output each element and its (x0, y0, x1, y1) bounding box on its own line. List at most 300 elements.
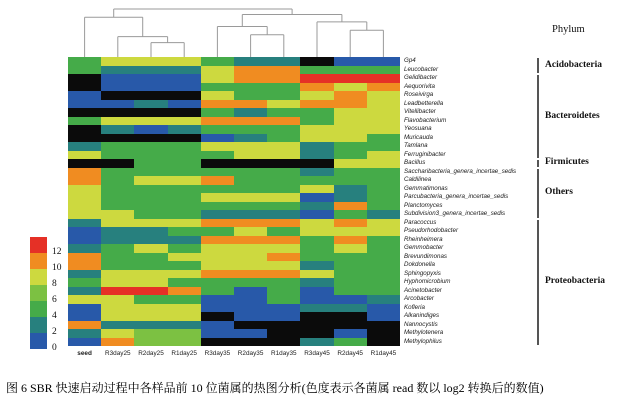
col-label: R3day25 (104, 350, 131, 357)
heatmap-cell (101, 100, 134, 109)
heatmap-cell (267, 74, 300, 83)
heatmap-cell (134, 253, 167, 262)
heatmap-cell (134, 83, 167, 92)
heatmap-cell (101, 117, 134, 126)
heatmap-cell (168, 338, 201, 347)
heatmap-cell (300, 278, 333, 287)
heatmap-cell (134, 168, 167, 177)
heatmap-cell (334, 287, 367, 296)
heatmap-cell (367, 270, 400, 279)
heatmap-cell (334, 202, 367, 211)
heatmap-cell (334, 159, 367, 168)
heatmap-cell (168, 202, 201, 211)
heatmap-cell (168, 244, 201, 253)
heatmap-cell (68, 312, 101, 321)
heatmap-cell (334, 338, 367, 347)
heatmap-cell (367, 295, 400, 304)
heatmap-cell (234, 321, 267, 330)
col-label: seed (77, 350, 92, 357)
heatmap-cell (334, 295, 367, 304)
heatmap-cell (334, 83, 367, 92)
heatmap-cell (300, 91, 333, 100)
heatmap-cell (101, 151, 134, 160)
heatmap-cell (300, 142, 333, 151)
heatmap-cell (334, 142, 367, 151)
heatmap-cell (201, 278, 234, 287)
heatmap-cell (168, 151, 201, 160)
heatmap-cell (267, 185, 300, 194)
heatmap-cell (201, 168, 234, 177)
row-label: Alkanindiges (404, 312, 440, 319)
heatmap-cell (334, 74, 367, 83)
row-label: Flavobacterium (404, 116, 447, 124)
heatmap-cell (234, 338, 267, 347)
heatmap-cell (134, 100, 167, 109)
heatmap-cell (334, 270, 367, 279)
heatmap-cell (234, 236, 267, 245)
heatmap-cell (234, 253, 267, 262)
heatmap-cell (367, 244, 400, 253)
heatmap-cell (68, 125, 101, 134)
heatmap-cell (68, 151, 101, 160)
heatmap-cell (168, 176, 201, 185)
heatmap-cell (367, 159, 400, 168)
row-label: Nannocystis (404, 320, 438, 328)
heatmap-cell (201, 74, 234, 83)
heatmap-cell (101, 83, 134, 92)
legend-tick: 10 (52, 263, 62, 273)
heatmap-cell (101, 108, 134, 117)
heatmap-cell (334, 176, 367, 185)
heatmap-cell (300, 193, 333, 202)
heatmap-cell (201, 117, 234, 126)
heatmap-cell (101, 287, 134, 296)
heatmap-cell (334, 100, 367, 109)
heatmap-cell (201, 287, 234, 296)
heatmap-cell (134, 338, 167, 347)
heatmap-cell (267, 168, 300, 177)
row-label: Gemmatimonas (404, 184, 448, 192)
row-label: Muricauda (404, 133, 433, 141)
heatmap-cell (168, 312, 201, 321)
heatmap-cell (101, 193, 134, 202)
heatmap-cell (267, 329, 300, 338)
row-label: Hyphomicrobium (404, 278, 451, 285)
heatmap-cell (68, 66, 101, 75)
heatmap-cell (300, 253, 333, 262)
heatmap-cell (267, 270, 300, 279)
heatmap-cell (334, 117, 367, 126)
row-label: Saccharibacteria_genera_incertae_sedis (404, 167, 517, 175)
heatmap-cell (300, 108, 333, 117)
heatmap-cell (134, 287, 167, 296)
heatmap-cell (267, 253, 300, 262)
heatmap-cell (201, 193, 234, 202)
heatmap-cell (201, 108, 234, 117)
phylum-bracket (537, 160, 539, 167)
legend-tick: 8 (52, 279, 57, 289)
heatmap-cell (234, 134, 267, 143)
row-label: Parcubacteria_genera_incertae_sedis (404, 193, 509, 200)
row-label: Acinetobacter (404, 286, 442, 294)
heatmap-cell (234, 219, 267, 228)
heatmap-cell (234, 312, 267, 321)
phylum-bracket (537, 220, 539, 346)
heatmap-cell (134, 91, 167, 100)
heatmap-cell (300, 295, 333, 304)
heatmap-cell (134, 193, 167, 202)
heatmap-cell (101, 159, 134, 168)
row-label: Subdivision3_genera_incertae_sedis (404, 210, 506, 217)
heatmap-cell (101, 168, 134, 177)
heatmap-cell (101, 125, 134, 134)
heatmap-cell (234, 91, 267, 100)
heatmap-cell (367, 312, 400, 321)
heatmap-cell (334, 321, 367, 330)
heatmap-cell (367, 202, 400, 211)
heatmap-cell (334, 244, 367, 253)
heatmap-cell (267, 210, 300, 219)
heatmap-cell (201, 83, 234, 92)
heatmap-cell (267, 117, 300, 126)
col-label: R2day25 (138, 350, 164, 357)
heatmap-cell (134, 176, 167, 185)
heatmap-cell (234, 108, 267, 117)
heatmap-cell (68, 270, 101, 279)
heatmap-cell (168, 125, 201, 134)
heatmap-cell (234, 270, 267, 279)
heatmap-cell (134, 278, 167, 287)
heatmap-cell (300, 74, 333, 83)
heatmap-cell (267, 219, 300, 228)
heatmap-cell (201, 219, 234, 228)
heatmap-cell (68, 74, 101, 83)
heatmap-cell (234, 83, 267, 92)
heatmap-cell (267, 83, 300, 92)
heatmap-cell (201, 202, 234, 211)
heatmap-cell (300, 227, 333, 236)
heatmap-cell (168, 108, 201, 117)
row-label: Methylotenera (404, 329, 444, 336)
heatmap-cell (101, 304, 134, 313)
row-label: Planctomyces (404, 201, 443, 209)
heatmap-cell (68, 219, 101, 228)
heatmap-cell (201, 261, 234, 270)
heatmap-cell (101, 261, 134, 270)
heatmap-cell (101, 227, 134, 236)
legend-band (30, 237, 47, 253)
heatmap-cell (101, 338, 134, 347)
heatmap-cell (367, 287, 400, 296)
heatmap-cell (134, 244, 167, 253)
heatmap-cell (234, 168, 267, 177)
heatmap-cell (300, 244, 333, 253)
heatmap-cell (300, 159, 333, 168)
heatmap-cell (367, 168, 400, 177)
heatmap-cell (68, 287, 101, 296)
row-label: Caldilinea (404, 176, 432, 183)
heatmap-cell (168, 185, 201, 194)
heatmap-cell (168, 134, 201, 143)
heatmap-cell (68, 117, 101, 126)
heatmap-cell (68, 304, 101, 313)
heatmap-cell (234, 185, 267, 194)
heatmap-cell (68, 244, 101, 253)
heatmap-cell (134, 219, 167, 228)
heatmap-cell (68, 227, 101, 236)
heatmap-cell (201, 253, 234, 262)
heatmap-cell (234, 304, 267, 313)
heatmap-cell (300, 57, 333, 66)
legend-tick: 12 (52, 247, 62, 257)
heatmap-cell (68, 295, 101, 304)
legend-band (30, 301, 47, 317)
col-label: R3day35 (204, 350, 231, 357)
legend-tick: 6 (52, 295, 57, 305)
row-label: Ferruginibacter (404, 150, 446, 158)
col-label: R3day45 (304, 350, 330, 357)
heatmap-cell (367, 100, 400, 109)
heatmap-cell (168, 210, 201, 219)
heatmap-cell (334, 57, 367, 66)
col-label: R2day35 (237, 350, 264, 357)
heatmap-cell (300, 261, 333, 270)
heatmap-cell (201, 329, 234, 338)
heatmap-cell (201, 125, 234, 134)
heatmap-cell (367, 193, 400, 202)
heatmap-cell (234, 176, 267, 185)
row-label: Kofleria (404, 303, 425, 311)
heatmap-cell (300, 66, 333, 75)
heatmap-cell (68, 261, 101, 270)
heatmap-cell (168, 159, 201, 168)
heatmap-cell (334, 168, 367, 177)
legend-band (30, 253, 47, 269)
heatmap-cell (367, 227, 400, 236)
heatmap-cell (367, 219, 400, 228)
heatmap-cell (68, 108, 101, 117)
heatmap-cell (68, 57, 101, 66)
heatmap-cell (300, 134, 333, 143)
heatmap-cell (201, 91, 234, 100)
heatmap-grid (68, 57, 400, 346)
heatmap-cell (367, 304, 400, 313)
heatmap-cell (201, 244, 234, 253)
phylum-label: Bacteroidetes (545, 110, 600, 121)
heatmap-cell (68, 142, 101, 151)
heatmap-cell (134, 227, 167, 236)
heatmap-cell (168, 219, 201, 228)
heatmap-cell (101, 219, 134, 228)
heatmap-cell (134, 66, 167, 75)
heatmap-cell (68, 253, 101, 262)
heatmap-cell (168, 236, 201, 245)
heatmap-cell (234, 74, 267, 83)
heatmap-cell (168, 261, 201, 270)
heatmap-cell (68, 134, 101, 143)
heatmap-cell (367, 125, 400, 134)
heatmap-cell (101, 91, 134, 100)
heatmap-cell (267, 159, 300, 168)
heatmap-cell (168, 278, 201, 287)
heatmap-cell (101, 295, 134, 304)
heatmap-cell (201, 312, 234, 321)
heatmap-cell (68, 176, 101, 185)
row-label: Rheinheimera (404, 235, 443, 243)
row-label: Bacillus (404, 159, 426, 166)
heatmap-cell (68, 193, 101, 202)
heatmap-cell (267, 142, 300, 151)
heatmap-cell (267, 202, 300, 211)
row-label: Tamlana (404, 142, 428, 149)
heatmap-cell (267, 304, 300, 313)
heatmap-cell (267, 57, 300, 66)
row-label: Roseivirga (404, 91, 434, 98)
heatmap-cell (134, 329, 167, 338)
heatmap-cell (267, 108, 300, 117)
heatmap-cell (101, 142, 134, 151)
heatmap-cell (68, 202, 101, 211)
heatmap-cell (234, 244, 267, 253)
heatmap-cell (367, 91, 400, 100)
heatmap-cell (134, 270, 167, 279)
heatmap-cell (334, 134, 367, 143)
heatmap-cell (234, 151, 267, 160)
heatmap-cell (334, 91, 367, 100)
column-labels (68, 350, 400, 362)
heatmap-cell (367, 74, 400, 83)
heatmap-cell (300, 329, 333, 338)
heatmap-cell (267, 176, 300, 185)
heatmap-cell (334, 193, 367, 202)
heatmap-cell (267, 66, 300, 75)
heatmap-cell (234, 142, 267, 151)
heatmap-cell (101, 329, 134, 338)
heatmap-cell (168, 57, 201, 66)
heatmap-cell (334, 108, 367, 117)
heatmap-cell (68, 236, 101, 245)
heatmap-cell (267, 236, 300, 245)
row-label: Gemmobacter (404, 244, 444, 251)
heatmap-cell (234, 193, 267, 202)
heatmap-cell (101, 134, 134, 143)
heatmap-cell (201, 100, 234, 109)
heatmap-cell (300, 117, 333, 126)
legend-band (30, 269, 47, 285)
heatmap-cell (234, 287, 267, 296)
heatmap-cell (234, 210, 267, 219)
phylum-label: Firmicutes (545, 157, 589, 168)
heatmap-cell (134, 57, 167, 66)
heatmap-cell (334, 227, 367, 236)
col-label: R1day25 (171, 350, 197, 357)
heatmap-cell (68, 159, 101, 168)
heatmap-cell (168, 66, 201, 75)
heatmap-cell (367, 108, 400, 117)
row-label: Dokdonella (404, 261, 435, 268)
heatmap-cell (168, 193, 201, 202)
col-label: R1day45 (370, 350, 397, 357)
heatmap-cell (168, 253, 201, 262)
legend-color-bar (30, 237, 47, 349)
heatmap-cell (168, 227, 201, 236)
heatmap-cell (334, 151, 367, 160)
heatmap-cell (68, 321, 101, 330)
column-dendrogram-icon (68, 5, 400, 57)
heatmap-cell (234, 329, 267, 338)
heatmap-cell (68, 168, 101, 177)
heatmap-cell (300, 236, 333, 245)
heatmap-cell (334, 253, 367, 262)
heatmap-cell (101, 202, 134, 211)
heatmap-cell (267, 151, 300, 160)
heatmap-cell (267, 338, 300, 347)
heatmap-cell (201, 66, 234, 75)
heatmap-cell (101, 312, 134, 321)
row-label: Arcobacter (404, 295, 434, 302)
row-label: Leadbetterella (404, 99, 444, 107)
heatmap-cell (234, 100, 267, 109)
heatmap-cell (68, 100, 101, 109)
heatmap-cell (168, 329, 201, 338)
row-label: Gelidibacter (404, 74, 438, 81)
heatmap-cell (334, 312, 367, 321)
legend-tick: 0 (52, 343, 57, 353)
heatmap-cell (101, 185, 134, 194)
heatmap-cell (234, 278, 267, 287)
heatmap-cell (134, 151, 167, 160)
phylum-header: Phylum (552, 24, 585, 35)
heatmap-cell (367, 134, 400, 143)
heatmap-cell (367, 261, 400, 270)
heatmap-cell (101, 236, 134, 245)
heatmap-cell (334, 261, 367, 270)
heatmap-cell (267, 125, 300, 134)
heatmap-cell (334, 125, 367, 134)
heatmap-cell (234, 227, 267, 236)
heatmap-cell (201, 270, 234, 279)
heatmap-cell (134, 202, 167, 211)
heatmap-cell (101, 321, 134, 330)
heatmap-cell (267, 261, 300, 270)
heatmap-cell (134, 210, 167, 219)
heatmap-cell (134, 312, 167, 321)
heatmap-cell (234, 66, 267, 75)
heatmap-cell (234, 202, 267, 211)
heatmap-cell (367, 278, 400, 287)
heatmap-cell (201, 304, 234, 313)
figure-caption: 图 6 SBR 快速启动过程中各样品前 10 位菌属的热图分析(色度表示各菌属 read 数以 log2 转换后的数值) (6, 381, 544, 395)
heatmap-cell (168, 168, 201, 177)
heatmap-cell (168, 321, 201, 330)
row-label: Paracoccus (404, 218, 437, 226)
heatmap-cell (300, 125, 333, 134)
heatmap-cell (234, 261, 267, 270)
heatmap-cell (367, 151, 400, 160)
heatmap-cell (367, 142, 400, 151)
heatmap-cell (101, 176, 134, 185)
heatmap-cell (134, 304, 167, 313)
heatmap-cell (168, 74, 201, 83)
heatmap-cell (68, 329, 101, 338)
heatmap-cell (68, 210, 101, 219)
heatmap-cell (168, 142, 201, 151)
heatmap-cell (134, 321, 167, 330)
heatmap-cell (101, 57, 134, 66)
heatmap-cell (68, 83, 101, 92)
heatmap-cell (234, 125, 267, 134)
heatmap-cell (201, 321, 234, 330)
